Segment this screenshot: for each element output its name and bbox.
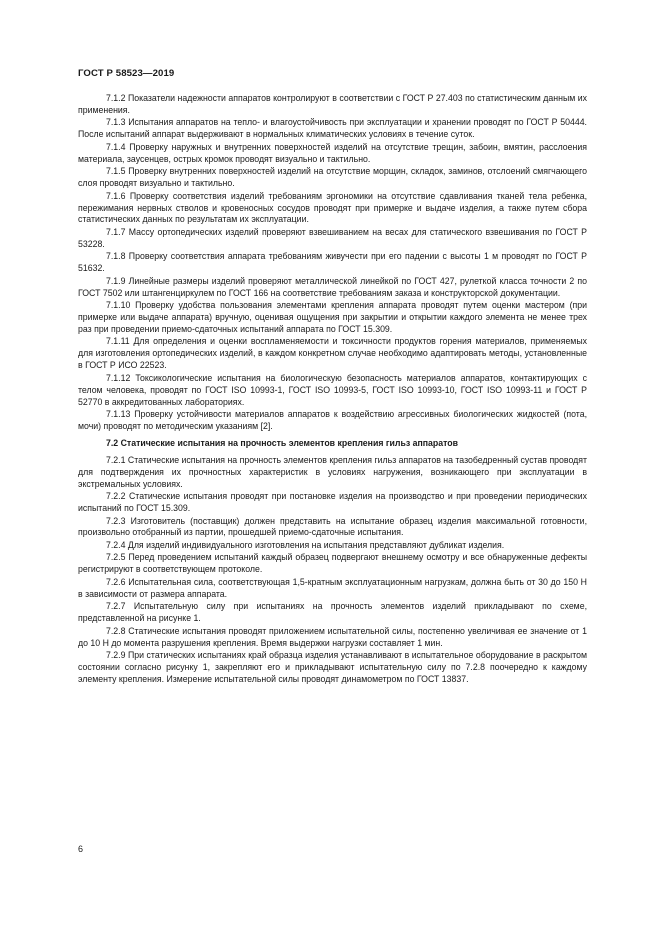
paragraph-7-1-12: 7.1.12 Токсикологические испытания на биологическую безопасность материалов аппаратов, контактирующих с телом человека, проводят по ГОСТ ISO 10993-1, ГОСТ ISO 10993-5, ГОСТ ISO 10993-10, ГОСТ ISO 10993-11 и ГОСТ Р 52770 в аккредитованных лабораториях. [78, 372, 587, 407]
paragraph-7-1-7: 7.1.7 Массу ортопедических изделий проверяют взвешиванием на весах для статического взвешивания по ГОСТ Р 53228. [78, 226, 587, 249]
paragraph-7-1-10: 7.1.10 Проверку удобства пользования элементами крепления аппарата проводят путем оценки мастером (при примерке или выдаче аппарата) вручную, оценивая ощущения при закрытии и открытии каждого элемента не менее трех раз при проведении приемо-сдаточных испытаний аппарата по ГОСТ 15.309. [78, 300, 587, 334]
paragraph-7-1-5: 7.1.5 Проверку внутренних поверхностей изделий на отсутствие морщин, складок, заминов, отслоений смягчающего слоя проводят визуально и тактильно. [78, 166, 587, 189]
paragraph-7-1-4: 7.1.4 Проверку наружных и внутренних поверхностей изделий на отсутствие трещин, забоин, вмятин, расслоения материала, заусенцев, острых кромок проводят визуально и тактильно. [78, 141, 587, 164]
paragraph-7-1-8: 7.1.8 Проверку соответствия аппарата требованиям живучести при его падении с высоты 1 м проводят по ГОСТ Р 51632. [78, 251, 587, 274]
document-header: ГОСТ Р 58523—2019 [78, 68, 175, 79]
paragraph-7-1-11: 7.1.11 Для определения и оценки воспламеняемости и токсичности продуктов горения материалов, применяемых для изготовления ортопедических изделий, в каждом конкретном случае необходимо адаптировать методы, установленные в ГОСТ Р ИСО 22523. [78, 336, 587, 371]
paragraph-7-2-9: 7.2.9 При статических испытаниях край образца изделия устанавливают в испытательное оборудование в раскрытом состоянии согласно рисунку 1, закрепляют его и прикладывают испытательную силу по 7.2.8 поочередно к каждому элементу крепления. Измерение испытательной силы проводят динамометром по ГОСТ 13837. [78, 650, 587, 684]
paragraph-7-1-6: 7.1.6 Проверку соответствия изделий требованиям эргономики на отсутствие сдавливания тканей тела ребенка, пережимания нервных стволов и кровеносных сосудов проводят при примерке и выдаче изделия, а также путем сбора статистических данных по результатам их эксплуатации. [78, 190, 587, 225]
page-number: 6 [78, 844, 84, 854]
document-body [78, 93, 587, 686]
section-heading-7-2: 7.2 Статические испытания на прочность элементов крепления гильз аппаратов [106, 437, 459, 448]
paragraph-7-2-5: 7.2.5 Перед проведением испытаний каждый образец подвергают внешнему осмотру и все обнаруженные дефекты регистрируют в соответствующем протоколе. [78, 552, 587, 575]
paragraph-7-1-3: 7.1.3 Испытания аппаратов на тепло- и влагоустойчивость при эксплуатации и хранении проводят по ГОСТ Р 50444. После испытаний аппарат выдерживают в нормальных климатических условиях в течение суток. [78, 117, 587, 140]
paragraph-7-2-1: 7.2.1 Статические испытания на прочность элементов крепления гильз аппаратов на тазобедренный сустав проводят для подтверждения их прочностных характеристик в условиях нагружения, возникающего при эксплуатации в экстремальных условиях. [78, 454, 587, 489]
paragraph-7-1-13: 7.1.13 Проверку устойчивости материалов аппаратов к воздействию агрессивных биологических жидкостей (пота, мочи) проводят по методическим указаниям [2]. [78, 409, 587, 431]
paragraph-7-1-9: 7.1.9 Линейные размеры изделий проверяют металлической линейкой по ГОСТ 427, рулеткой класса точности 2 по ГОСТ 7502 или штангенциркулем по ГОСТ 166 на соответствие требованиям заказа и конструкторской документации. [78, 275, 587, 298]
paragraph-7-2-7: 7.2.7 Испытательную силу при испытаниях на прочность элементов изделий прикладывают по схеме, представленной на рисунке 1. [78, 601, 587, 624]
paragraph-7-2-3: 7.2.3 Изготовитель (поставщик) должен представить на испытание образец изделия максимальной готовности, произвольно отобранный из партии, прошедшей приемо-сдаточные испытания. [78, 515, 587, 538]
paragraph-7-1-2: 7.1.2 Показатели надежности аппаратов контролируют в соответствии с ГОСТ Р 27.403 по статистическим данным их применения. [78, 93, 587, 115]
paragraph-7-2-8: 7.2.8 Статические испытания проводят приложением испытательной силы, постепенно увеличивая ее значение от 1 до 10 Н до момента разрушения крепления. Время выдержки нагрузки составляет 1 мин. [78, 625, 587, 648]
paragraph-7-2-2: 7.2.2 Статические испытания проводят при постановке изделия на производство и при проведении периодических испытаний по ГОСТ 15.309. [78, 491, 587, 514]
paragraph-7-2-6: 7.2.6 Испытательная сила, соответствующая 1,5-кратным эксплуатационным нагрузкам, должна быть от 30 до 150 Н в зависимости от размера аппарата. [78, 576, 587, 599]
paragraph-7-2-4: 7.2.4 Для изделий индивидуального изготовления на испытания представляют дубликат изделия. [106, 539, 505, 550]
